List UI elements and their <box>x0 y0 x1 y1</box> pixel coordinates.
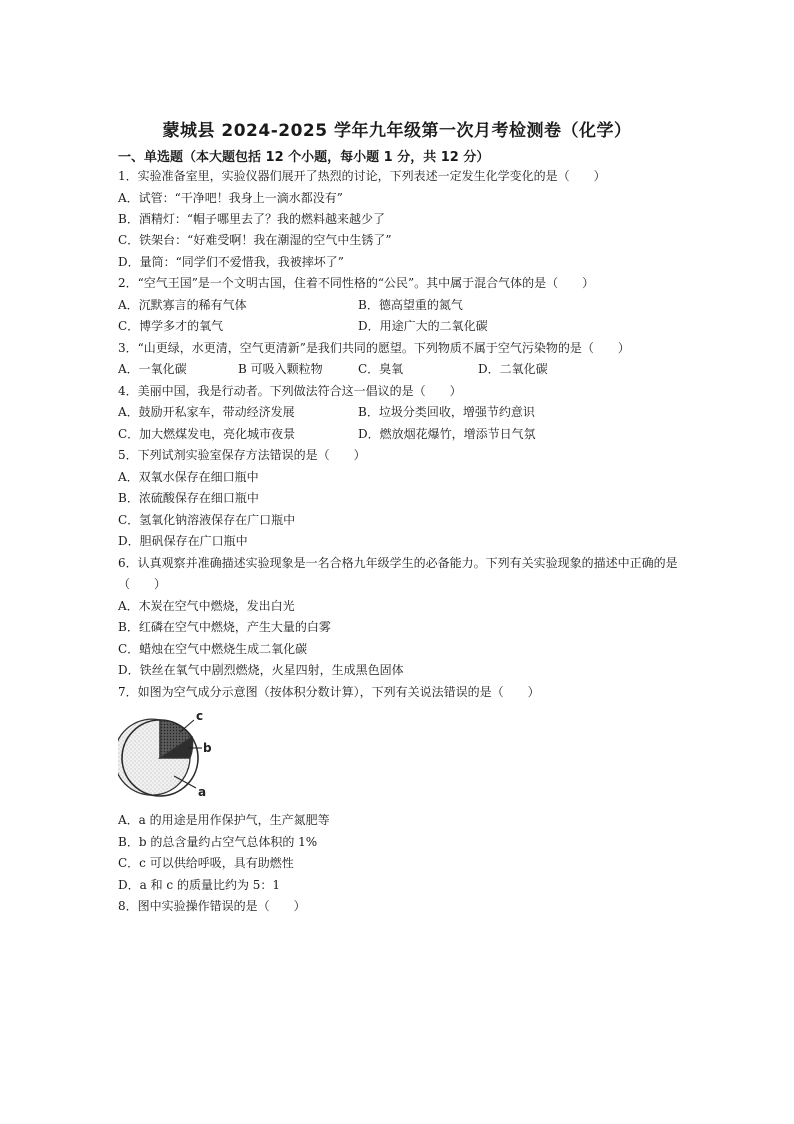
question-1-option-b: B．酒精灯：“帽子哪里去了？我的燃料越来越少了 <box>118 212 385 226</box>
question-6-option-a: A．木炭在空气中燃烧，发出白光 <box>118 599 295 613</box>
pie-label-b: b <box>203 741 212 755</box>
question-4-option-b: B．垃圾分类回收，增强节约意识 <box>358 405 535 419</box>
question-6-option-c: C．蜡烛在空气中燃烧生成二氧化碳 <box>118 642 308 656</box>
question-5-option-d: D．胆矾保存在广口瓶中 <box>118 534 248 548</box>
question-5-option-c: C．氢氧化钠溶液保存在广口瓶中 <box>118 513 296 527</box>
question-6-option-b: B．红磷在空气中燃烧，产生大量的白雾 <box>118 620 331 634</box>
pie-label-c: c <box>196 709 204 723</box>
question-4-option-c: C．加大燃煤发电，亮化城市夜景 <box>118 427 296 441</box>
question-6-answer-bracket: （ ） <box>118 577 167 591</box>
air-composition-pie-figure <box>118 708 228 808</box>
question-5-option-b: B．浓硫酸保存在细口瓶中 <box>118 491 259 505</box>
question-7-stem: 7．如图为空气成分示意图（按体积分数计算），下列有关说法错误的是（ ） <box>118 685 540 699</box>
question-3-option-b: B 可吸入颗粒物 <box>238 362 323 376</box>
question-2-option-c: C．博学多才的氧气 <box>118 319 224 333</box>
question-3-stem: 3．“山更绿，水更清，空气更清新”是我们共同的愿望。下列物质不属于空气污染物的是（ ） <box>118 341 630 355</box>
question-7-option-d: D．a 和 c 的质量比约为 5：1 <box>118 878 281 892</box>
question-2-stem: 2．“空气王国”是一个文明古国，住着不同性格的“公民”。其中属于混合气体的是（ ） <box>118 276 595 290</box>
question-1-option-c: C．铁架台：“好难受啊！我在潮湿的空气中生锈了” <box>118 233 392 247</box>
question-7-option-a: A．a 的用途是用作保护气，生产氮肥等 <box>118 813 330 827</box>
question-4-option-d: D．燃放烟花爆竹，增添节日气氛 <box>358 427 536 441</box>
question-1-option-d: D．量筒：“同学们不爱惜我，我被摔坏了” <box>118 255 344 269</box>
question-7-option-c: C．c 可以供给呼吸，具有助燃性 <box>118 856 294 870</box>
question-6-stem: 6．认真观察并准确描述实验现象是一名合格九年级学生的必备能力。下列有关实验现象的描述中正确的是 <box>118 556 678 570</box>
question-6-option-d: D．铁丝在氧气中剧烈燃烧，火星四射，生成黑色固体 <box>118 663 404 677</box>
air-composition-pie-svg <box>118 708 228 808</box>
question-4-option-a: A．鼓励开私家车，带动经济发展 <box>118 405 295 419</box>
question-2-option-b: B．德高望重的氮气 <box>358 298 463 312</box>
question-5-stem: 5．下列试剂实验室保存方法错误的是（ ） <box>118 448 366 462</box>
page-title: 蒙城县 2024-2025 学年九年级第一次月考检测卷（化学） <box>162 121 632 141</box>
question-3-option-a: A．一氧化碳 <box>118 362 187 376</box>
question-4-stem: 4．美丽中国，我是行动者。下列做法符合这一倡议的是（ ） <box>118 384 462 398</box>
question-3-option-d: D．二氧化碳 <box>478 362 548 376</box>
question-1-stem: 1．实验准备室里，实验仪器们展开了热烈的讨论，下列表述一定发生化学变化的是（ ） <box>118 169 606 183</box>
pie-label-a: a <box>198 785 207 799</box>
question-7-option-b: B．b 的总含量约占空气总体积的 1% <box>118 835 318 849</box>
question-3-option-c: C．臭氧 <box>358 362 404 376</box>
question-2-option-d: D．用途广大的二氧化碳 <box>358 319 488 333</box>
section-heading: 一、单选题（本大题包括 12 个小题，每小题 1 分，共 12 分） <box>118 150 490 165</box>
question-1-option-a: A．试管：“干净吧！我身上一滴水都没有” <box>118 191 343 205</box>
question-8-stem: 8．图中实验操作错误的是（ ） <box>118 899 306 913</box>
question-2-option-a: A．沉默寡言的稀有气体 <box>118 298 247 312</box>
question-5-option-a: A．双氧水保存在细口瓶中 <box>118 470 259 484</box>
